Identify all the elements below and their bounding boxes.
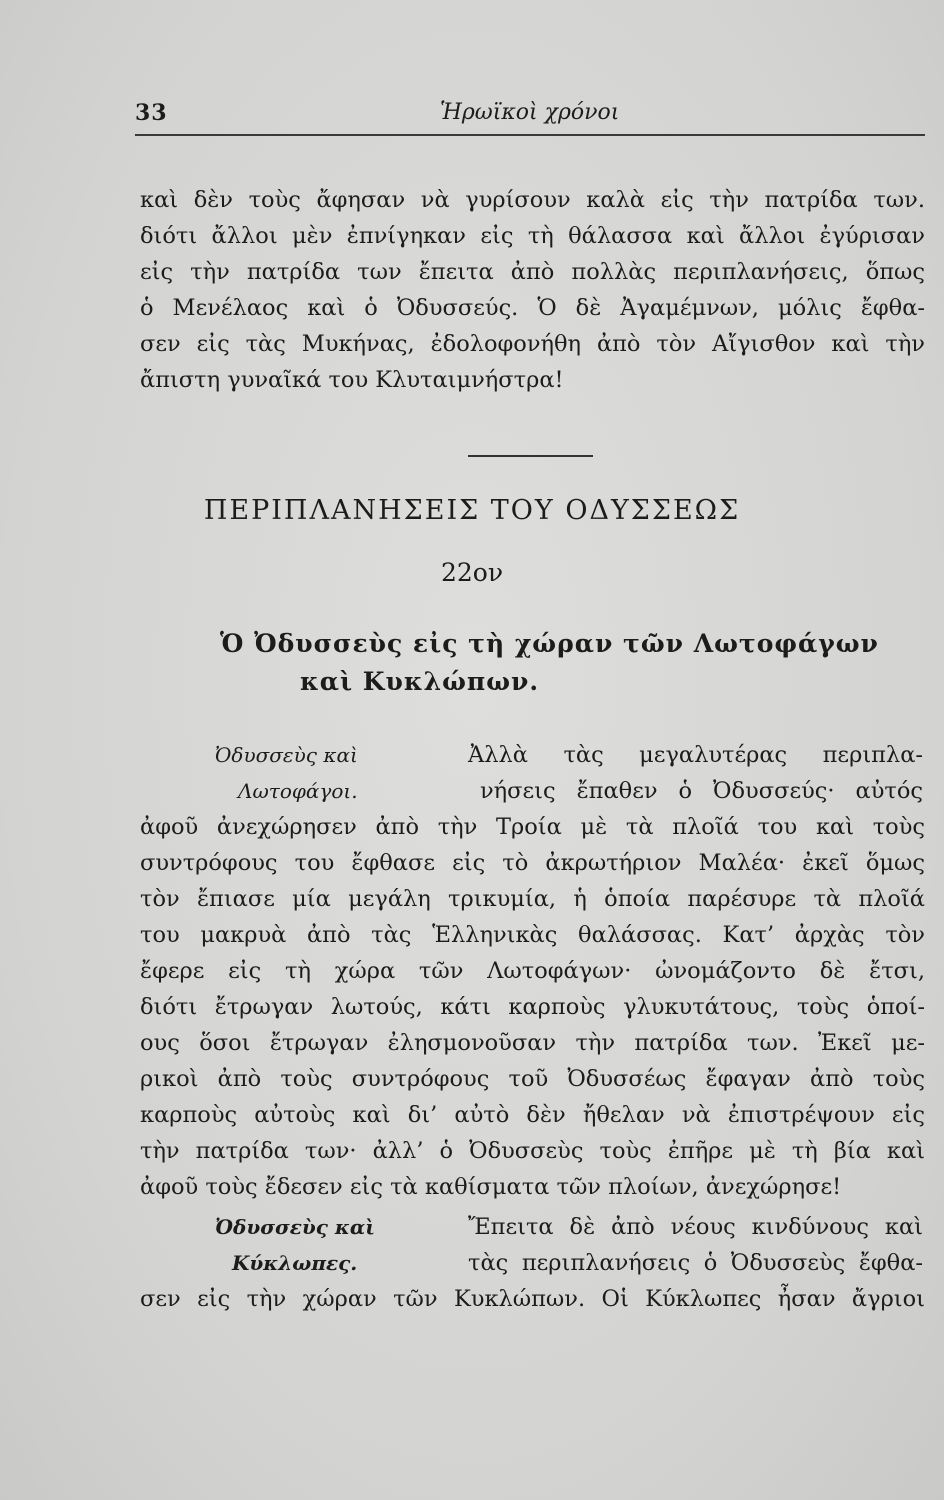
chapter-title-line: Ὁ Ὀδυσσεὺς εἰς τὴ χώραν τῶν Λωτοφάγων: [220, 629, 879, 658]
text-line: ους ὅσοι ἔτρωγαν ἐλησμονοῦσαν τὴν πατρίδα των. Ἐκεῖ με-: [140, 1030, 925, 1056]
text-line: σεν εἰς τὰς Μυκήνας, ἐδολοφονήθη ἀπὸ τὸν Αἴγισθον καὶ τὴν: [140, 331, 925, 357]
text-line: τὴν πατρίδα των· ἀλλ’ ὁ Ὀδυσσεὺς τοὺς ἐπῆρε μὲ τὴ βία καὶ: [140, 1138, 925, 1164]
chapter-number: 22ον: [440, 558, 504, 587]
text-line: ρικοὶ ἀπὸ τοὺς συντρόφους τοῦ Ὀδυσσέως ἔφαγαν ἀπὸ τοὺς: [140, 1066, 925, 1092]
margin-note: Λωτοφάγοι.: [238, 779, 358, 803]
section-divider: [468, 455, 593, 457]
text-line: ἀφοῦ ἀνεχώρησεν ἀπὸ τὴν Τροία μὲ τὰ πλοῖά του καὶ τοὺς: [140, 814, 925, 840]
text-line: Ἔπειτα δὲ ἀπὸ νέους κινδύνους καὶ: [468, 1214, 923, 1240]
text-line: καὶ δὲν τοὺς ἄφησαν νὰ γυρίσουν καλὰ εἰς τὴν πατρίδα των.: [140, 187, 925, 213]
text-line: ἔφερε εἰς τὴ χώρα τῶν Λωτοφάγων· ὠνομάζοντο δὲ ἔτσι,: [140, 958, 925, 984]
section-title: ΠΕΡΙΠΛΑΝΗΣΕΙΣ ΤΟΥ ΟΔΥΣΣΕΩΣ: [203, 495, 741, 526]
running-head: Ἡρωϊκοὶ χρόνοι: [440, 100, 620, 125]
text-line: ἄπιστη γυναῖκά του Κλυταιμνήστρα!: [140, 367, 564, 393]
text-line: διότι ἔτρωγαν λωτούς, κάτι καρποὺς γλυκυτάτους, τοὺς ὁποί-: [140, 994, 925, 1020]
text-line: ἀφοῦ τοὺς ἔδεσεν εἰς τὰ καθίσματα τῶν πλοίων, ἀνεχώρησε!: [140, 1174, 842, 1200]
header-rule: [135, 134, 925, 136]
text-line: τὰς περιπλανήσεις ὁ Ὀδυσσεὺς ἔφθα-: [468, 1250, 923, 1276]
text-line: διότι ἄλλοι μὲν ἐπνίγηκαν εἰς τὴ θάλασσα καὶ ἄλλοι ἐγύρισαν: [140, 223, 925, 249]
margin-note: Ὀδυσσεὺς καὶ: [215, 1215, 375, 1239]
text-line: σεν εἰς τὴν χώραν τῶν Κυκλώπων. Οἱ Κύκλωπες ἦσαν ἄγριοι: [140, 1286, 925, 1312]
chapter-title: [220, 625, 910, 701]
text-line: του μακρυὰ ἀπὸ τὰς Ἑλληνικὰς θαλάσσας. Κατ’ ἀρχὰς τὸν: [140, 922, 925, 948]
text-line: τὸν ἔπιασε μία μεγάλη τρικυμία, ἡ ὁποία παρέσυρε τὰ πλοῖά: [140, 886, 925, 912]
text-line: συντρόφους του ἔφθασε εἰς τὸ ἀκρωτήριον Μαλέα· ἐκεῖ ὅμως: [140, 850, 925, 876]
margin-note: Ὀδυσσεὺς καὶ: [215, 743, 358, 767]
text-line: ὁ Μενέλαος καὶ ὁ Ὀδυσσεύς. Ὁ δὲ Ἀγαμέμνων, μόλις ἔφθα-: [140, 295, 925, 321]
chapter-title-line: καὶ Κυκλώπων.: [300, 667, 540, 696]
page-header: [135, 100, 930, 130]
page-number: 33: [135, 100, 168, 126]
text-line: Ἀλλὰ τὰς μεγαλυτέρας περιπλα-: [468, 742, 923, 768]
text-line: καρποὺς αὐτοὺς καὶ δι’ αὐτὸ δὲν ἤθελαν νὰ ἐπιστρέψουν εἰς: [140, 1102, 925, 1128]
margin-note: Κύκλωπες.: [232, 1251, 358, 1275]
text-line: εἰς τὴν πατρίδα των ἔπειτα ἀπὸ πολλὰς περιπλανήσεις, ὅπως: [140, 259, 925, 285]
text-line: νήσεις ἔπαθεν ὁ Ὀδυσσεύς· αὐτός: [480, 778, 923, 804]
